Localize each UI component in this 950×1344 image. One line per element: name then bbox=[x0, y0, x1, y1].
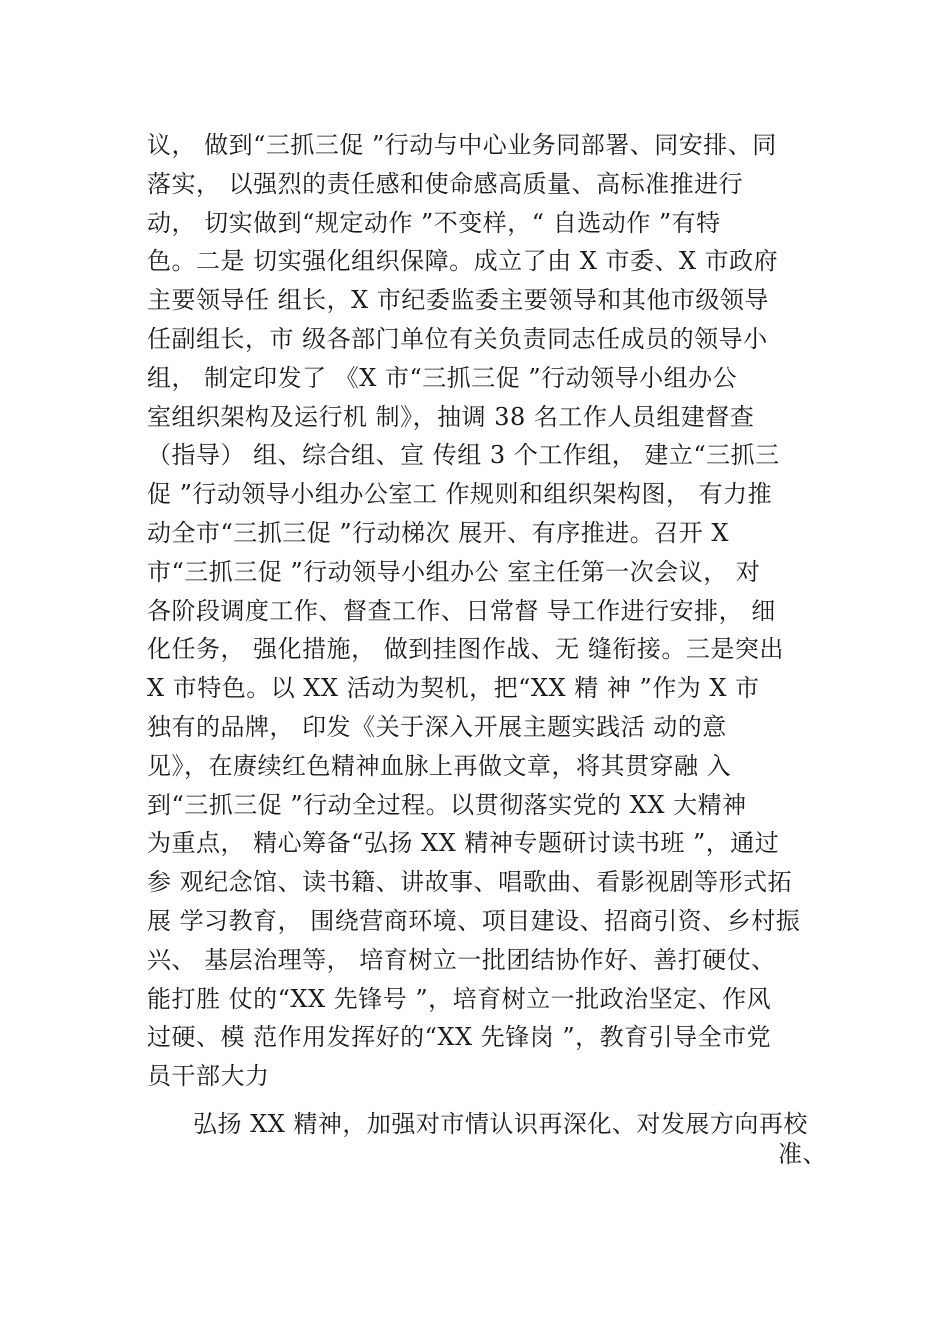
text-line: 到“三抓三促 ”行动全过程。以贯彻落实党的 XX 大精神 bbox=[147, 791, 747, 819]
paragraph-2-line-1: 弘扬 XX 精神，加强对市情认识再深化、对发展方向再校 bbox=[193, 1110, 808, 1138]
text-line: 见》，在赓续红色精神血脉上再做文章，将其贯穿融 入 bbox=[147, 752, 732, 780]
text-line: 员干部大力 bbox=[147, 1062, 270, 1090]
text-line: 能打胜 仗的“XX 先锋号 ”，培育树立一批政治坚定、作风 bbox=[147, 985, 772, 1013]
text-line: 化任务， 强化措施， 做到挂图作战、无 缝衔接。三是突出 bbox=[147, 635, 784, 663]
text-line: 色。二是 切实强化组织保障。成立了由 X 市委、X 市政府 bbox=[147, 247, 779, 275]
text-line: 落实， 以强烈的责任感和使命感高质量、高标准推进行 bbox=[147, 170, 744, 198]
text-line: 议， 做到“三抓三促 ”行动与中心业务同部署、同安排、同 bbox=[147, 131, 777, 159]
text-line: 参 观纪念馆、读书籍、讲故事、唱歌曲、看影视剧等形式拓 bbox=[147, 868, 793, 896]
text-line: 促 ”行动领导小组办公室工 作规则和组织架构图， 有力推 bbox=[147, 480, 773, 508]
paragraph-2-line-2: 准、 bbox=[778, 1140, 827, 1168]
text-line: 组， 制定印发了 《X 市“三抓三促 ”行动领导小组办公 bbox=[147, 364, 738, 392]
text-line: 动， 切实做到“规定动作 ”不变样，“ 自选动作 ”有特 bbox=[147, 209, 721, 237]
text-line: 兴、 基层治理等， 培育树立一批团结协作好、善打硬仗、 bbox=[147, 946, 776, 974]
text-line: 各阶段调度工作、督查工作、日常督 导工作进行安排， 细 bbox=[147, 597, 776, 625]
text-line: （指导） 组、综合组、宣 传组 3 个工作组， 建立“三抓三 bbox=[147, 441, 780, 469]
text-line: 独有的品牌， 印发《关于深入开展主题实践活 动的意 bbox=[147, 713, 727, 741]
text-line: 过硬、模 范作用发挥好的“XX 先锋岗 ”，教育引导全市党 bbox=[147, 1023, 772, 1051]
text-line: 展 学习教育， 围绕营商环境、项目建设、招商引资、乡村振 bbox=[147, 907, 801, 935]
text-line: 市“三抓三促 ”行动领导小组办公 室主任第一次会议， 对 bbox=[147, 558, 761, 586]
text-line: 任副组长，市 级各部门单位有关负责同志任成员的领导小 bbox=[147, 325, 768, 353]
text-line: 动全市“三抓三促 ”行动梯次 展开、有序推进。召开 X bbox=[147, 519, 730, 547]
text-line: 为重点， 精心筹备“弘扬 XX 精神专题研讨读书班 ”，通过 bbox=[147, 829, 780, 857]
text-line: 主要领导任 组长，X 市纪委监委主要领导和其他市级领导 bbox=[147, 286, 769, 314]
text-line: 室组织架构及运行机 制》，抽调 38 名工作人员组建督查 bbox=[147, 403, 755, 431]
text-line: X 市特色。以 XX 活动为契机，把“XX 精 神 ”作为 X 市 bbox=[147, 674, 760, 702]
